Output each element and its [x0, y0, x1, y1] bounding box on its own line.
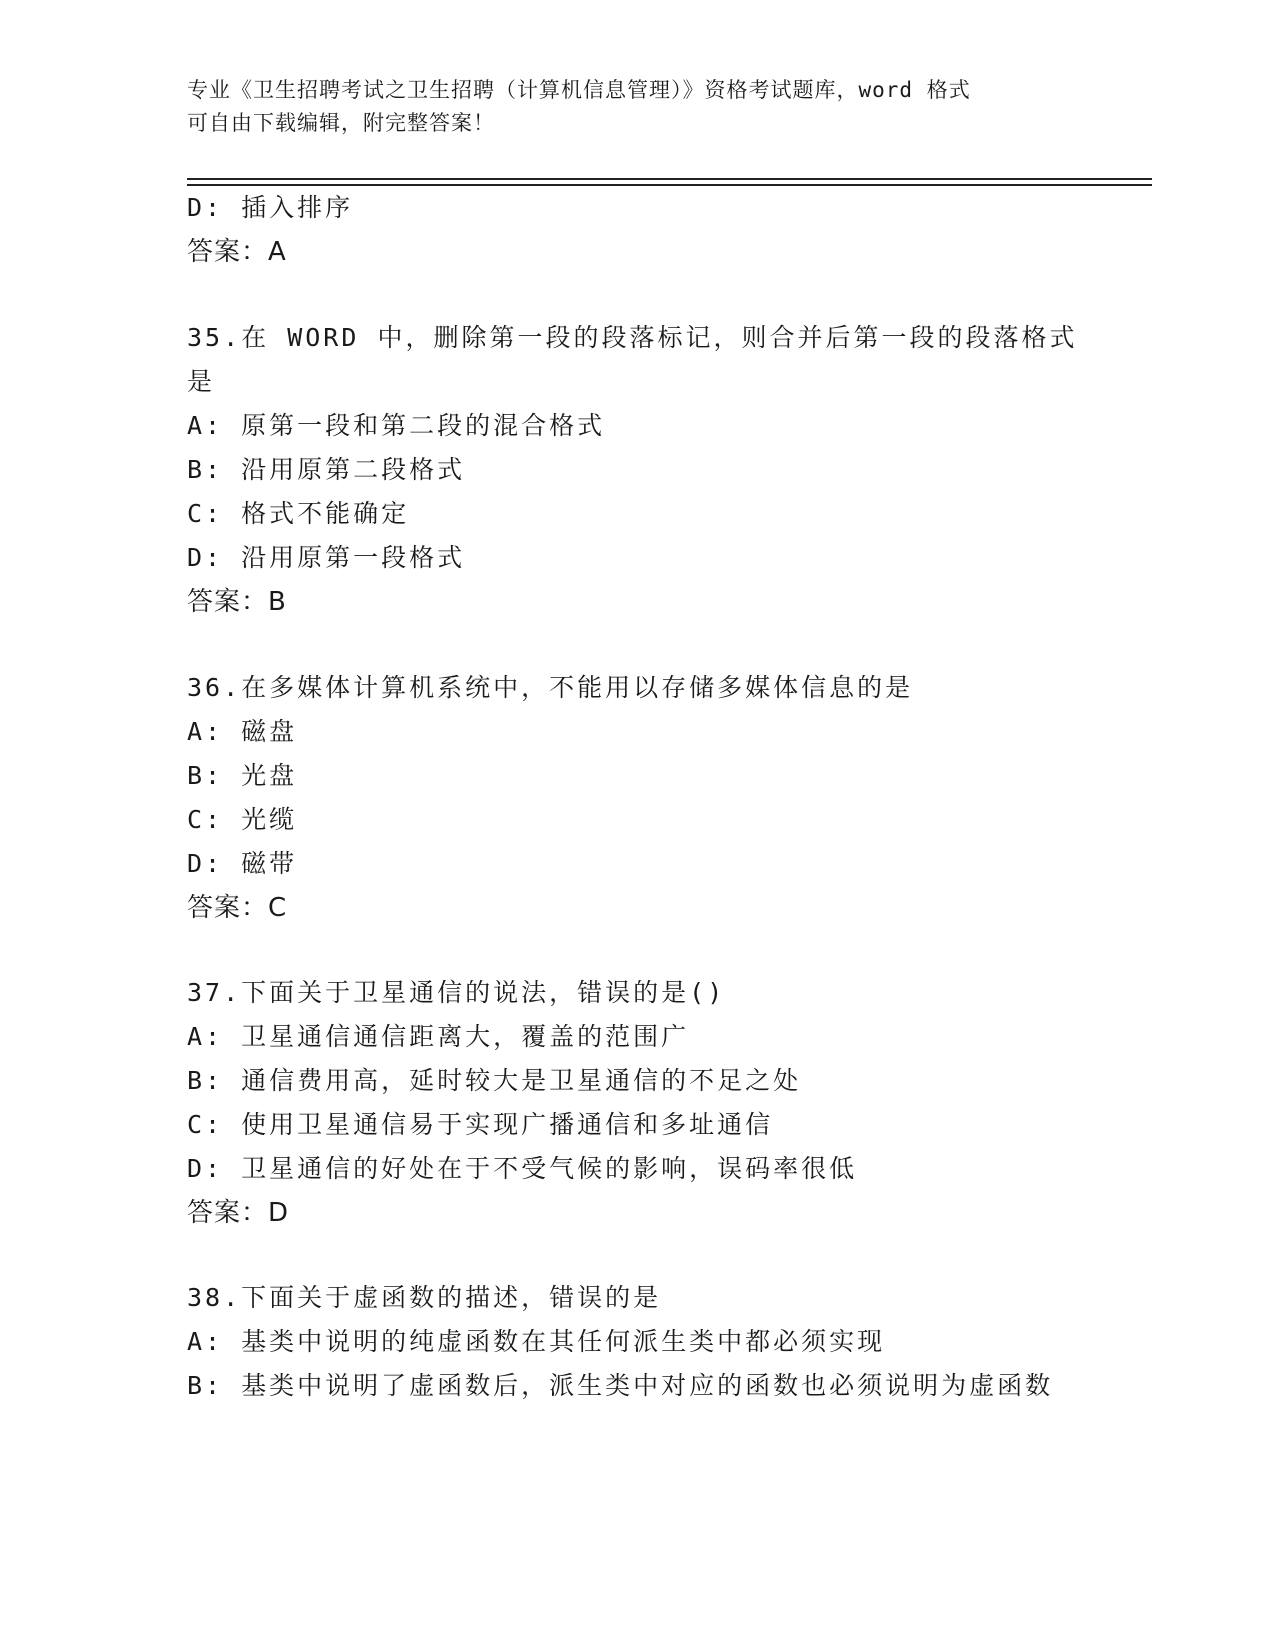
header-rule-bottom [187, 184, 1152, 186]
q35-option-b: B: 沿用原第二段格式 [187, 455, 466, 484]
q35-option-d: D: 沿用原第一段格式 [187, 543, 466, 572]
q36-option-c: C: 光缆 [187, 805, 298, 834]
prev-option-d: D: 插入排序 [187, 193, 354, 222]
q37-stem-line-1: 37.下面关于卫星通信的说法，错误的是() [187, 978, 726, 1007]
q37-option-c: C: 使用卫星通信易于实现广播通信和多址通信 [187, 1110, 774, 1139]
q36-option-a: A: 磁盘 [187, 717, 298, 746]
q38-option-a: A: 基类中说明的纯虚函数在其任何派生类中都必须实现 [187, 1327, 886, 1356]
q35-answer: 答案：B [187, 587, 287, 617]
header-line-1: 专业《卫生招聘考试之卫生招聘（计算机信息管理）》资格考试题库，word 格式 [187, 78, 971, 102]
q38-option-b: B: 基类中说明了虚函数后，派生类中对应的函数也必须说明为虚函数 [187, 1371, 1054, 1400]
q35-option-c: C: 格式不能确定 [187, 499, 410, 528]
q35-stem-line-1: 35.在 WORD 中，删除第一段的段落标记，则合并后第一段的段落格式 [187, 323, 1078, 352]
q36-option-d: D: 磁带 [187, 849, 298, 878]
q36-answer: 答案：C [187, 893, 288, 923]
header-line-2: 可自由下载编辑，附完整答案！ [187, 111, 495, 135]
q36-option-b: B: 光盘 [187, 761, 298, 790]
q36-stem-line-1: 36.在多媒体计算机系统中，不能用以存储多媒体信息的是 [187, 673, 914, 702]
q37-option-a: A: 卫星通信通信距离大，覆盖的范围广 [187, 1022, 690, 1051]
q35-stem-line-2: 是 [187, 367, 216, 396]
q37-answer: 答案：D [187, 1198, 290, 1228]
q38-stem-line-1: 38.下面关于虚函数的描述，错误的是 [187, 1283, 662, 1312]
document-header [187, 74, 1067, 140]
q37-option-d: D: 卫星通信的好处在于不受气候的影响，误码率很低 [187, 1154, 858, 1183]
header-rule-top [187, 178, 1152, 180]
prev-answer: 答案：A [187, 237, 287, 267]
q37-option-b: B: 通信费用高，延时较大是卫星通信的不足之处 [187, 1066, 802, 1095]
q35-option-a: A: 原第一段和第二段的混合格式 [187, 411, 606, 440]
